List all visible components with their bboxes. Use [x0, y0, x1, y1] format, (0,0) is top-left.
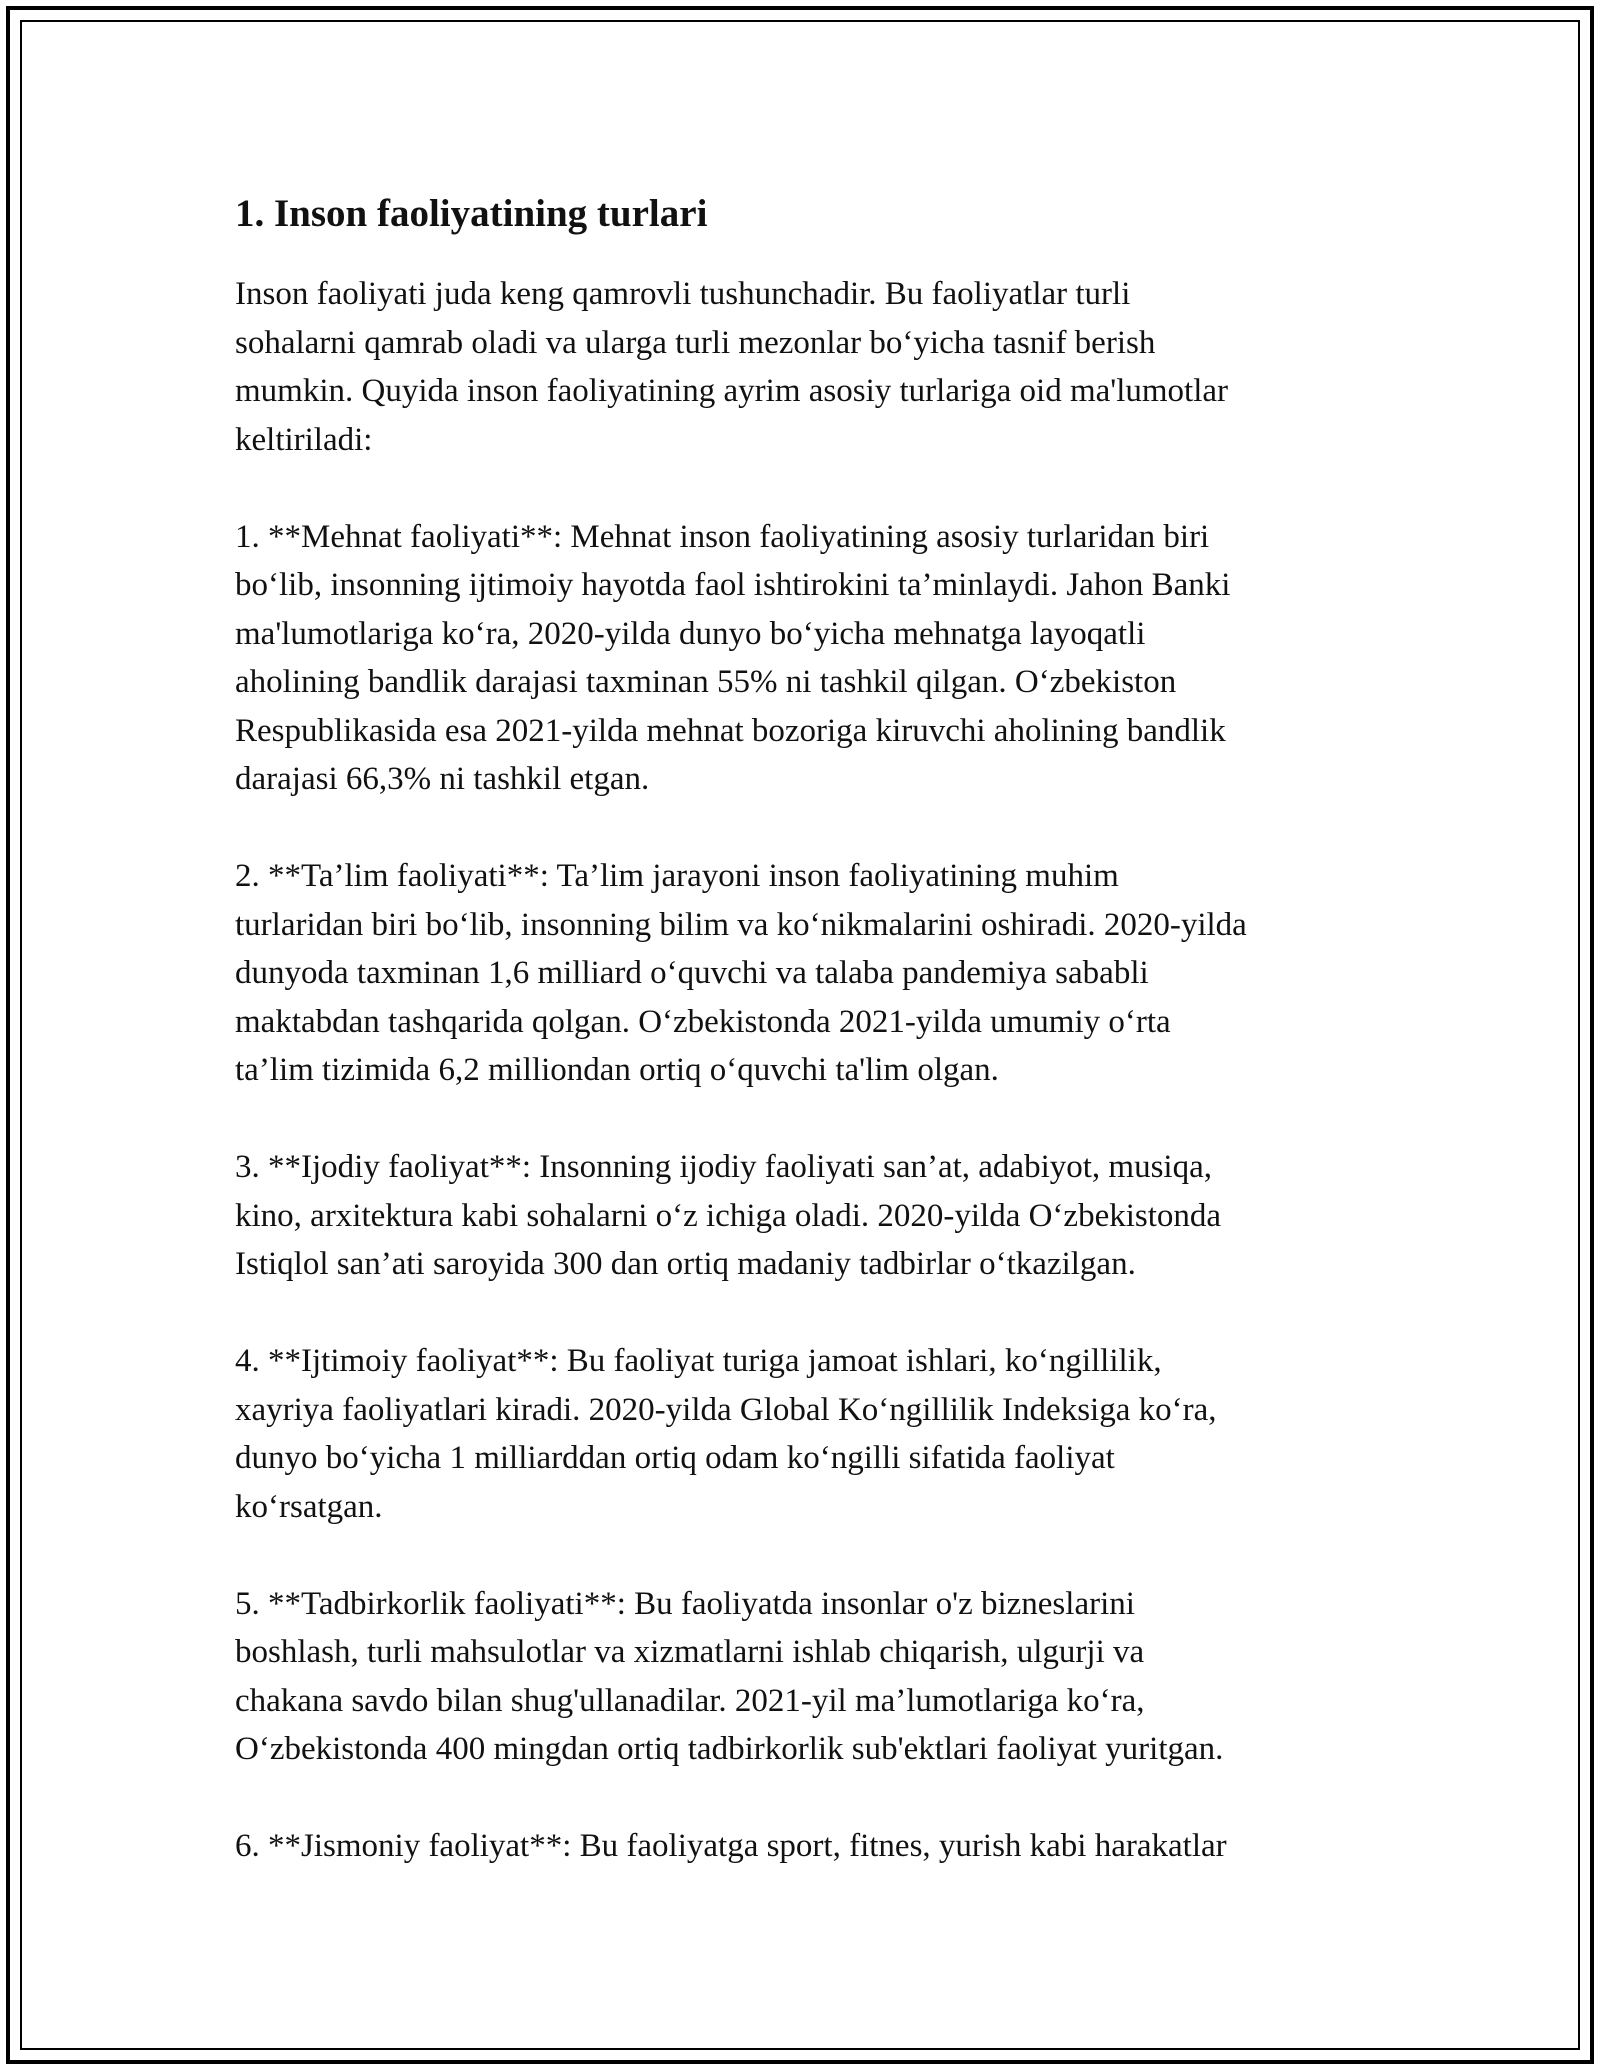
- paragraph-jismoniy: 6. **Jismoniy faoliyat**: Bu faoliyatga sport, fitnes, yurish kabi harakatlar: [235, 1828, 1227, 1864]
- paragraph-mehnat: 1. **Mehnat faoliyati**: Mehnat inson faoliyatining asosiy turlaridan biri bo‘lib, insonning ijtimoiy hayotda faol ishtirokini ta’minlaydi. Jahon Banki ma'lumotlariga ko‘ra, 2020-yilda dunyo bo‘yicha mehnatga layoqatli aholining bandlik darajasi taxminan 55% ni tashkil qilgan. O‘zbekiston Respublikasida esa 2021-yilda mehnat bozoriga kiruvchi aholining bandlik darajasi 66,3% ni tashkil etgan.: [235, 518, 1231, 797]
- section-title: 1. Inson faoliyatining turlari: [235, 192, 708, 235]
- paragraph-tadbirkorlik: 5. **Tadbirkorlik faoliyati**: Bu faoliyatda insonlar o'z bizneslarini boshlash, turli mahsulotlar va xizmatlarni ishlab chiqarish, ulgurji va chakana savdo bilan shug'ullanadilar. 2021-yil ma’lumotlariga ko‘ra, O‘zbekistonda 400 mingdan ortiq tadbirkorlik sub'ektlari faoliyat yuritgan.: [235, 1585, 1224, 1767]
- paragraph-ijtimoiy: 4. **Ijtimoiy faoliyat**: Bu faoliyat turiga jamoat ishlari, ko‘ngillilik, xayriya faoliyatlari kiradi. 2020-yilda Global Ko‘ngillilik Indeksiga ko‘ra, dunyo bo‘yicha 1 milliarddan ortiq odam ko‘ngilli sifatida faoliyat ko‘rsatgan.: [235, 1343, 1217, 1525]
- document-body: [235, 186, 1375, 1919]
- paragraph-talim: 2. **Ta’lim faoliyati**: Ta’lim jarayoni inson faoliyatining muhim turlaridan biri bo‘lib, insonning bilim va ko‘nikmalarini oshiradi. 2020-yilda dunyoda taxminan 1,6 milliard o‘quvchi va talaba pandemiya sababli maktabdan tashqarida qolgan. O‘zbekistonda 2021-yilda umumiy o‘rta ta’lim tizimida 6,2 milliondan ortiq o‘quvchi ta'lim olgan.: [235, 858, 1247, 1088]
- intro-paragraph: Inson faoliyati juda keng qamrovli tushunchadir. Bu faoliyatlar turli sohalarni qamrab oladi va ularga turli mezonlar bo‘yicha tasnif berish mumkin. Quyida inson faoliyatining ayrim asosiy turlariga oid ma'lumotlar keltiriladi:: [235, 276, 1229, 458]
- paragraph-ijodiy: 3. **Ijodiy faoliyat**: Insonning ijodiy faoliyati san’at, adabiyot, musiqa, kino, arxitektura kabi sohalarni o‘z ichiga oladi. 2020-yilda O‘zbekistonda Istiqlol san’ati saroyida 300 dan ortiq madaniy tadbirlar o‘tkazilgan.: [235, 1149, 1222, 1282]
